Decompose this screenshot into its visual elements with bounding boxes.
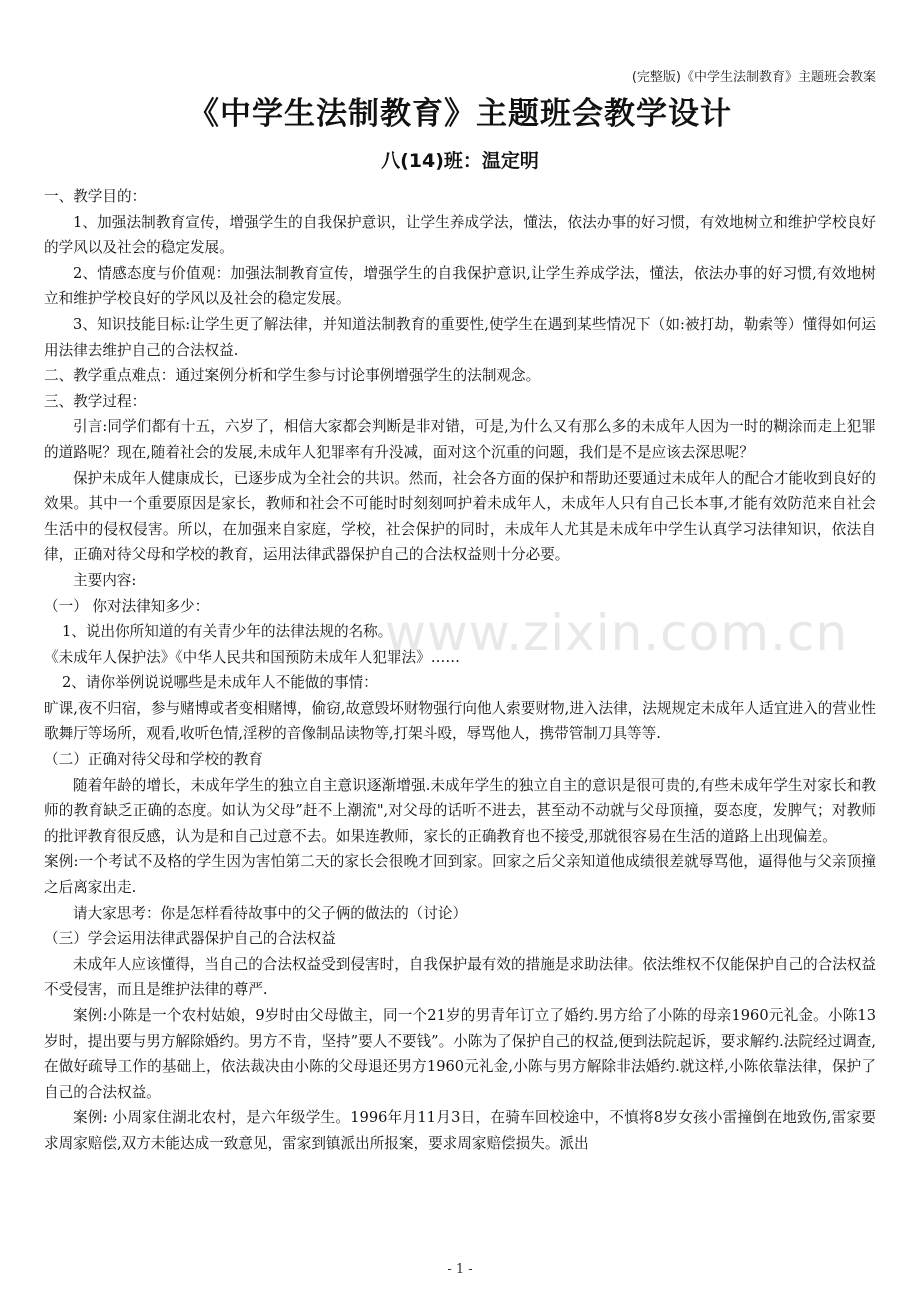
running-header: (完整版)《中学生法制教育》主题班会教案: [631, 70, 876, 85]
paragraph: （二）正确对待父母和学校的教育: [44, 751, 263, 769]
paragraph: 案例:一个考试不及格的学生因为害怕第二天的家长会很晚才回到家。回家之后父亲知道他成绩很差就辱骂他，逼得他与父亲顶撞之后离家出走.: [44, 853, 876, 897]
paragraph: 随着年龄的增长，未成年学生的独立自主意识逐渐增强.未成年学生的独立自主的意识是很可贵的,有些未成年学生对家长和教师的教育缺乏正确的态度。如认为父母”赶不上潮流",对父母的话听不进去，甚至动不动就与父母顶撞，耍态度，发脾气；对教师的批评教育很反感，认为是和自己过意不去。如果连教师，家长的正确教育也不接受,那就很容易在生活的道路上出现偏差。: [44, 776, 876, 845]
paragraph: 3、知识技能目标:让学生更了解法律，并知道法制教育的重要性,使学生在遇到某些情况下（如:被打劫，勒索等）懂得如何运用法律去维护自己的合法权益.: [44, 315, 876, 359]
watermark: www.zixin.com.cn: [385, 604, 849, 662]
paragraph: 2、请你举例说说哪些是未成年人不能做的事情：: [62, 674, 378, 692]
paragraph: 引言:同学们都有十五，六岁了，相信大家都会判断是非对错，可是,为什么又有那么多的未成年人因为一时的糊涂而走上犯罪的道路呢？现在,随着社会的发展,未成年人犯罪率有升没减，面对这个沉重的问题，我们是不是应该去深思呢？: [44, 418, 876, 461]
paragraph: 二、教学重点难点：通过案例分析和学生参与讨论事例增强学生的法制观念。: [44, 367, 541, 385]
paragraph: 案例: 小周家住湖北农村，是六年级学生。1996年月11月3日，在骑车回校途中，不慎将8岁女孩小雷撞倒在地致伤,雷家要求周家赔偿,双方未能达成一致意见，雷家到镇派出所报案，要求周家赔偿损失。派出: [44, 1109, 876, 1152]
document-title: 《中学生法制教育》主题班会教学设计: [188, 96, 732, 132]
paragraph: 旷课,夜不归宿，参与赌博或者变相赌博，偷窃,故意毁坏财物强行向他人索要财物,进入法律，法规规定未成年人适宜进入的营业性歌舞厅等场所，观看,收听色情,淫秽的音像制品读物等,打架斗殴，辱骂他人，携带管制刀具等等.: [44, 699, 877, 743]
paragraph: （一） 你对法律知多少：: [44, 597, 210, 615]
paragraph: 1、说出你所知道的有关青少年的法律法规的名称。: [62, 623, 393, 641]
paragraph: 1、加强法制教育宣传，增强学生的自我保护意识，让学生养成学法，懂法，依法办事的好习惯，有效地树立和维护学校良好的学风以及社会的稳定发展。: [44, 213, 876, 257]
paragraph: 未成年人应该懂得，当自己的合法权益受到侵害时，自我保护最有效的措施是求助法律。依法维权不仅能保护自己的合法权益不受侵害，而且是维护法律的尊严.: [44, 955, 876, 999]
paragraph: 保护未成年人健康成长，已逐步成为全社会的共识。然而，社会各方面的保护和帮助还要通过未成年人的配合才能收到良好的效果。其中一个重要原因是家长，教师和社会不可能时时刻刻呵护着未成年人，未成年人只有自己长本事,才能有效防范来自社会生活中的侵权侵害。所以，在加强来自家庭，学校，社会保护的同时，未成年人尤其是未成年中学生认真学习法律知识，依法自律，正确对待父母和学校的教育，运用法律武器保护自己的合法权益则十分必要。: [44, 469, 876, 564]
paragraph: 三、教学过程：: [44, 392, 147, 410]
paragraph: 案例:小陈是一个农村姑娘，9岁时由父母做主，同一个21岁的男青年订立了婚约.男方给了小陈的母亲1960元礼金。小陈13岁时，提出要与男方解除婚约。男方不肯，坚持”要人不要钱”。小陈为了保护自己的权益,便到法院起诉，要求解约.法院经过调查,在做好疏导工作的基础上，依法裁决由小陈的父母退还男方1960元礼金,小陈与男方解除非法婚约.就这样,小陈依靠法律，保护了自己的合法权益。: [44, 1007, 876, 1101]
paragraph: 主要内容:: [73, 571, 137, 589]
paragraph: 《未成年人保护法》《中华人民共和国预防未成年人犯罪法》……: [44, 648, 460, 666]
paragraph: 2、情感态度与价值观：加强法制教育宣传，增强学生的自我保护意识,让学生养成学法，懂法，依法办事的好习惯,有效地树立和维护学校良好的学风以及社会的稳定发展。: [44, 264, 876, 308]
document-subtitle: 八(14)班：温定明: [381, 150, 539, 172]
document-body: [44, 184, 876, 1157]
paragraph: （三）学会运用法律武器保护自己的合法权益: [44, 930, 336, 948]
paragraph: 请大家思考：你是怎样看待故事中的父子俩的做法的（讨论）: [73, 904, 468, 922]
paragraph: 一、教学目的：: [44, 188, 147, 205]
page-number: - 1 -: [447, 1262, 473, 1277]
